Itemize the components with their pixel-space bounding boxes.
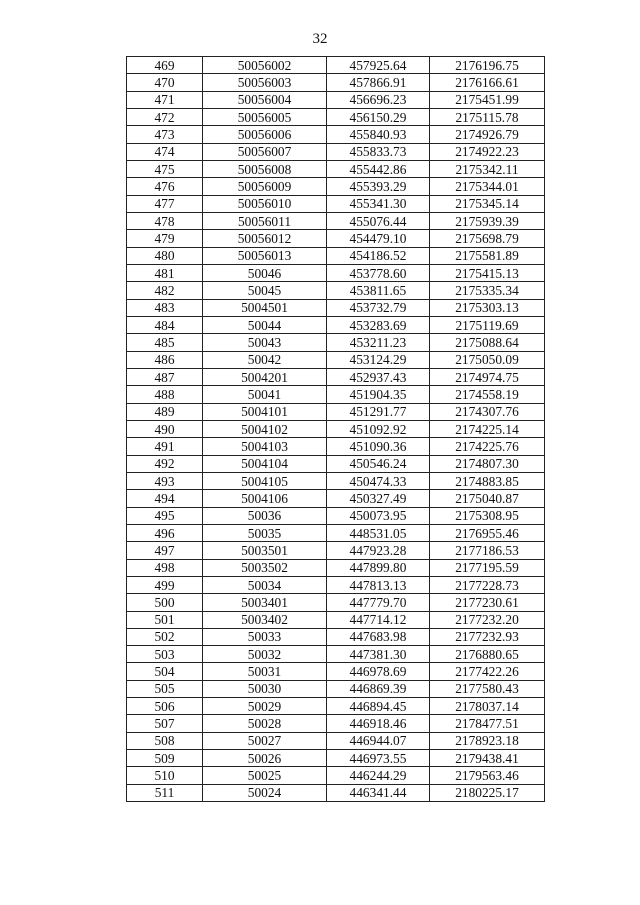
- y-coordinate-cell: 2176166.61: [430, 74, 545, 91]
- point-id-cell: 50025: [203, 767, 327, 784]
- y-coordinate-cell: 2175939.39: [430, 212, 545, 229]
- row-number-cell: 475: [127, 160, 203, 177]
- x-coordinate-cell: 446869.39: [327, 680, 430, 697]
- y-coordinate-cell: 2177228.73: [430, 576, 545, 593]
- x-coordinate-cell: 450546.24: [327, 455, 430, 472]
- y-coordinate-cell: 2177186.53: [430, 542, 545, 559]
- point-id-cell: 5004106: [203, 490, 327, 507]
- table-row: [127, 195, 545, 212]
- y-coordinate-cell: 2180225.17: [430, 784, 545, 801]
- row-number-cell: 507: [127, 715, 203, 732]
- table-row: [127, 403, 545, 420]
- table-row: [127, 507, 545, 524]
- x-coordinate-cell: 455442.86: [327, 160, 430, 177]
- row-number-cell: 504: [127, 663, 203, 680]
- table-row: [127, 143, 545, 160]
- point-id-cell: 50032: [203, 646, 327, 663]
- x-coordinate-cell: 450327.49: [327, 490, 430, 507]
- x-coordinate-cell: 446894.45: [327, 698, 430, 715]
- table-row: [127, 559, 545, 576]
- x-coordinate-cell: 457925.64: [327, 57, 430, 74]
- point-id-cell: 50046: [203, 264, 327, 281]
- y-coordinate-cell: 2175040.87: [430, 490, 545, 507]
- row-number-cell: 489: [127, 403, 203, 420]
- row-number-cell: 501: [127, 611, 203, 628]
- x-coordinate-cell: 448531.05: [327, 524, 430, 541]
- y-coordinate-cell: 2175698.79: [430, 230, 545, 247]
- row-number-cell: 499: [127, 576, 203, 593]
- y-coordinate-cell: 2174922.23: [430, 143, 545, 160]
- y-coordinate-cell: 2175303.13: [430, 299, 545, 316]
- x-coordinate-cell: 453811.65: [327, 282, 430, 299]
- row-number-cell: 493: [127, 472, 203, 489]
- coordinates-table-container: [126, 56, 545, 802]
- point-id-cell: 50056003: [203, 74, 327, 91]
- point-id-cell: 5004102: [203, 420, 327, 437]
- y-coordinate-cell: 2176880.65: [430, 646, 545, 663]
- table-row: [127, 767, 545, 784]
- x-coordinate-cell: 447779.70: [327, 594, 430, 611]
- row-number-cell: 485: [127, 334, 203, 351]
- y-coordinate-cell: 2175344.01: [430, 178, 545, 195]
- y-coordinate-cell: 2177580.43: [430, 680, 545, 697]
- x-coordinate-cell: 455833.73: [327, 143, 430, 160]
- table-row: [127, 264, 545, 281]
- table-row: [127, 698, 545, 715]
- x-coordinate-cell: 446918.46: [327, 715, 430, 732]
- x-coordinate-cell: 446244.29: [327, 767, 430, 784]
- coordinates-table: [126, 56, 545, 802]
- y-coordinate-cell: 2178477.51: [430, 715, 545, 732]
- point-id-cell: 50056004: [203, 91, 327, 108]
- x-coordinate-cell: 453124.29: [327, 351, 430, 368]
- table-row: [127, 74, 545, 91]
- x-coordinate-cell: 451092.92: [327, 420, 430, 437]
- table-row: [127, 472, 545, 489]
- y-coordinate-cell: 2175415.13: [430, 264, 545, 281]
- y-coordinate-cell: 2177422.26: [430, 663, 545, 680]
- row-number-cell: 495: [127, 507, 203, 524]
- point-id-cell: 50035: [203, 524, 327, 541]
- point-id-cell: 5004103: [203, 438, 327, 455]
- y-coordinate-cell: 2177232.93: [430, 628, 545, 645]
- x-coordinate-cell: 453778.60: [327, 264, 430, 281]
- row-number-cell: 502: [127, 628, 203, 645]
- point-id-cell: 50028: [203, 715, 327, 732]
- x-coordinate-cell: 447683.98: [327, 628, 430, 645]
- table-row: [127, 663, 545, 680]
- table-row: [127, 455, 545, 472]
- row-number-cell: 497: [127, 542, 203, 559]
- table-row: [127, 576, 545, 593]
- point-id-cell: 50027: [203, 732, 327, 749]
- x-coordinate-cell: 455840.93: [327, 126, 430, 143]
- x-coordinate-cell: 453211.23: [327, 334, 430, 351]
- table-row: [127, 126, 545, 143]
- table-row: [127, 57, 545, 74]
- table-row: [127, 646, 545, 663]
- point-id-cell: 50056013: [203, 247, 327, 264]
- table-row: [127, 732, 545, 749]
- point-id-cell: 50056009: [203, 178, 327, 195]
- point-id-cell: 50056005: [203, 108, 327, 125]
- y-coordinate-cell: 2174926.79: [430, 126, 545, 143]
- row-number-cell: 494: [127, 490, 203, 507]
- y-coordinate-cell: 2174807.30: [430, 455, 545, 472]
- row-number-cell: 486: [127, 351, 203, 368]
- table-row: [127, 542, 545, 559]
- x-coordinate-cell: 447923.28: [327, 542, 430, 559]
- table-row: [127, 212, 545, 229]
- table-row: [127, 299, 545, 316]
- point-id-cell: 50030: [203, 680, 327, 697]
- x-coordinate-cell: 446978.69: [327, 663, 430, 680]
- y-coordinate-cell: 2177230.61: [430, 594, 545, 611]
- x-coordinate-cell: 447899.80: [327, 559, 430, 576]
- x-coordinate-cell: 450474.33: [327, 472, 430, 489]
- x-coordinate-cell: 446341.44: [327, 784, 430, 801]
- point-id-cell: 5003502: [203, 559, 327, 576]
- row-number-cell: 491: [127, 438, 203, 455]
- point-id-cell: 5004501: [203, 299, 327, 316]
- table-row: [127, 594, 545, 611]
- point-id-cell: 50036: [203, 507, 327, 524]
- table-row: [127, 490, 545, 507]
- row-number-cell: 476: [127, 178, 203, 195]
- y-coordinate-cell: 2179438.41: [430, 750, 545, 767]
- point-id-cell: 5004201: [203, 368, 327, 385]
- y-coordinate-cell: 2178037.14: [430, 698, 545, 715]
- table-row: [127, 438, 545, 455]
- row-number-cell: 477: [127, 195, 203, 212]
- y-coordinate-cell: 2175451.99: [430, 91, 545, 108]
- y-coordinate-cell: 2175088.64: [430, 334, 545, 351]
- row-number-cell: 470: [127, 74, 203, 91]
- table-row: [127, 680, 545, 697]
- row-number-cell: 473: [127, 126, 203, 143]
- x-coordinate-cell: 455393.29: [327, 178, 430, 195]
- y-coordinate-cell: 2176196.75: [430, 57, 545, 74]
- x-coordinate-cell: 446944.07: [327, 732, 430, 749]
- row-number-cell: 480: [127, 247, 203, 264]
- row-number-cell: 472: [127, 108, 203, 125]
- x-coordinate-cell: 457866.91: [327, 74, 430, 91]
- row-number-cell: 488: [127, 386, 203, 403]
- point-id-cell: 50024: [203, 784, 327, 801]
- point-id-cell: 5004104: [203, 455, 327, 472]
- table-row: [127, 108, 545, 125]
- point-id-cell: 50026: [203, 750, 327, 767]
- row-number-cell: 478: [127, 212, 203, 229]
- row-number-cell: 506: [127, 698, 203, 715]
- x-coordinate-cell: 454186.52: [327, 247, 430, 264]
- row-number-cell: 474: [127, 143, 203, 160]
- point-id-cell: 50033: [203, 628, 327, 645]
- point-id-cell: 5003501: [203, 542, 327, 559]
- point-id-cell: 5004105: [203, 472, 327, 489]
- point-id-cell: 50043: [203, 334, 327, 351]
- point-id-cell: 50056011: [203, 212, 327, 229]
- y-coordinate-cell: 2174225.76: [430, 438, 545, 455]
- x-coordinate-cell: 450073.95: [327, 507, 430, 524]
- y-coordinate-cell: 2174883.85: [430, 472, 545, 489]
- row-number-cell: 479: [127, 230, 203, 247]
- point-id-cell: 50029: [203, 698, 327, 715]
- row-number-cell: 471: [127, 91, 203, 108]
- table-row: [127, 524, 545, 541]
- point-id-cell: 50056007: [203, 143, 327, 160]
- x-coordinate-cell: 451090.36: [327, 438, 430, 455]
- point-id-cell: 50031: [203, 663, 327, 680]
- table-row: [127, 368, 545, 385]
- y-coordinate-cell: 2175050.09: [430, 351, 545, 368]
- x-coordinate-cell: 447714.12: [327, 611, 430, 628]
- point-id-cell: 50056008: [203, 160, 327, 177]
- table-row: [127, 230, 545, 247]
- x-coordinate-cell: 455341.30: [327, 195, 430, 212]
- row-number-cell: 483: [127, 299, 203, 316]
- x-coordinate-cell: 453283.69: [327, 316, 430, 333]
- y-coordinate-cell: 2175119.69: [430, 316, 545, 333]
- table-row: [127, 420, 545, 437]
- y-coordinate-cell: 2179563.46: [430, 767, 545, 784]
- point-id-cell: 50056010: [203, 195, 327, 212]
- point-id-cell: 50056006: [203, 126, 327, 143]
- point-id-cell: 5003402: [203, 611, 327, 628]
- y-coordinate-cell: 2174225.14: [430, 420, 545, 437]
- table-row: [127, 611, 545, 628]
- x-coordinate-cell: 447381.30: [327, 646, 430, 663]
- row-number-cell: 510: [127, 767, 203, 784]
- row-number-cell: 492: [127, 455, 203, 472]
- y-coordinate-cell: 2174558.19: [430, 386, 545, 403]
- y-coordinate-cell: 2176955.46: [430, 524, 545, 541]
- table-row: [127, 715, 545, 732]
- point-id-cell: 50034: [203, 576, 327, 593]
- row-number-cell: 482: [127, 282, 203, 299]
- table-row: [127, 784, 545, 801]
- point-id-cell: 5004101: [203, 403, 327, 420]
- x-coordinate-cell: 456696.23: [327, 91, 430, 108]
- row-number-cell: 490: [127, 420, 203, 437]
- row-number-cell: 481: [127, 264, 203, 281]
- point-id-cell: 50056012: [203, 230, 327, 247]
- x-coordinate-cell: 446973.55: [327, 750, 430, 767]
- row-number-cell: 509: [127, 750, 203, 767]
- y-coordinate-cell: 2175345.14: [430, 195, 545, 212]
- point-id-cell: 50056002: [203, 57, 327, 74]
- row-number-cell: 500: [127, 594, 203, 611]
- y-coordinate-cell: 2175335.34: [430, 282, 545, 299]
- table-row: [127, 91, 545, 108]
- x-coordinate-cell: 454479.10: [327, 230, 430, 247]
- table-row: [127, 386, 545, 403]
- x-coordinate-cell: 452937.43: [327, 368, 430, 385]
- row-number-cell: 498: [127, 559, 203, 576]
- row-number-cell: 487: [127, 368, 203, 385]
- y-coordinate-cell: 2177232.20: [430, 611, 545, 628]
- row-number-cell: 505: [127, 680, 203, 697]
- row-number-cell: 484: [127, 316, 203, 333]
- row-number-cell: 503: [127, 646, 203, 663]
- x-coordinate-cell: 455076.44: [327, 212, 430, 229]
- table-row: [127, 160, 545, 177]
- table-row: [127, 316, 545, 333]
- table-row: [127, 750, 545, 767]
- y-coordinate-cell: 2175308.95: [430, 507, 545, 524]
- x-coordinate-cell: 456150.29: [327, 108, 430, 125]
- point-id-cell: 50041: [203, 386, 327, 403]
- table-row: [127, 351, 545, 368]
- y-coordinate-cell: 2174974.75: [430, 368, 545, 385]
- row-number-cell: 511: [127, 784, 203, 801]
- y-coordinate-cell: 2175581.89: [430, 247, 545, 264]
- table-row: [127, 334, 545, 351]
- point-id-cell: 5003401: [203, 594, 327, 611]
- table-row: [127, 247, 545, 264]
- row-number-cell: 496: [127, 524, 203, 541]
- x-coordinate-cell: 453732.79: [327, 299, 430, 316]
- row-number-cell: 508: [127, 732, 203, 749]
- table-row: [127, 178, 545, 195]
- y-coordinate-cell: 2174307.76: [430, 403, 545, 420]
- y-coordinate-cell: 2175342.11: [430, 160, 545, 177]
- page-number: 32: [312, 31, 328, 47]
- point-id-cell: 50044: [203, 316, 327, 333]
- y-coordinate-cell: 2177195.59: [430, 559, 545, 576]
- table-row: [127, 282, 545, 299]
- table-row: [127, 628, 545, 645]
- point-id-cell: 50042: [203, 351, 327, 368]
- x-coordinate-cell: 447813.13: [327, 576, 430, 593]
- point-id-cell: 50045: [203, 282, 327, 299]
- y-coordinate-cell: 2178923.18: [430, 732, 545, 749]
- table-body: [127, 57, 545, 802]
- row-number-cell: 469: [127, 57, 203, 74]
- y-coordinate-cell: 2175115.78: [430, 108, 545, 125]
- x-coordinate-cell: 451904.35: [327, 386, 430, 403]
- x-coordinate-cell: 451291.77: [327, 403, 430, 420]
